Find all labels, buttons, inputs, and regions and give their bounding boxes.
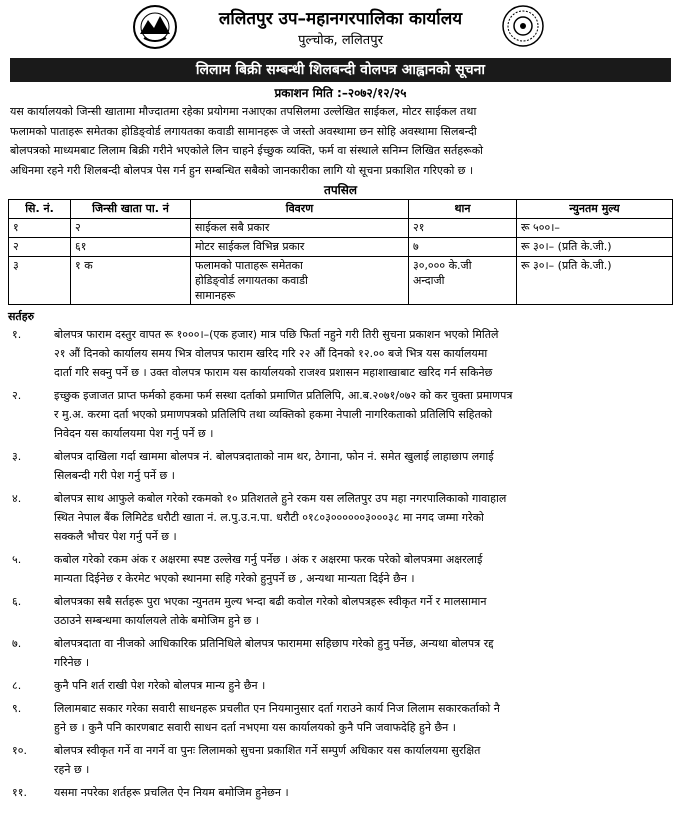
cell-min-price: रू ५००।– bbox=[517, 219, 673, 238]
cell-ledger-page: ६१ bbox=[71, 238, 191, 257]
term-line: २१ औं दिनको कार्यालय समय भित्र वोलपत्र फाराम खरिद गरि २२ औं दिनको १२.०० बजे भित्र यस कार्यालयमा bbox=[54, 347, 488, 360]
term-item bbox=[8, 592, 673, 630]
term-line: निवेदन यस कार्यालयमा पेश गर्नु पर्ने छ । bbox=[54, 427, 214, 440]
cell-quantity: २१ bbox=[409, 219, 517, 238]
publication-date: प्रकाशन मिति :–२०७२/१२/२५ bbox=[274, 86, 407, 100]
term-line: यसमा नपरेका शर्तहरू प्रचलित ऐन नियम बमोजिम हुनेछन । bbox=[54, 786, 289, 799]
term-line: सक्कलै भौचर पेश गर्नु पर्ने छ । bbox=[54, 530, 177, 543]
cell-sn: ३ bbox=[9, 257, 71, 305]
cell-sn: २ bbox=[9, 238, 71, 257]
term-line: बोलपत्रदाता वा नीजको आधिकारिक प्रतिनिधिले बोलपत्र फाराममा सहिछाप गरेको हुनु पर्नेछ, अन्यथा बोलपत्र रद्द bbox=[54, 637, 494, 650]
cell-ledger-page: १ क bbox=[71, 257, 191, 305]
intro-line: फलामको पाताहरू समेतका होडिङ्वोर्ड लगायतका कवाडी सामानहरू जे जस्तो अवस्थामा छन सोहि अवस्थामा सिलबन्दी bbox=[10, 124, 477, 138]
term-item bbox=[8, 699, 673, 737]
term-item bbox=[8, 447, 673, 485]
term-item bbox=[8, 489, 673, 546]
term-line: बोलपत्र साथ आफुले कबोल गरेको रकमको १० प्रतिशतले हुने रकम यस ललितपुर उप महा नगरपालिकाको गावाहाल bbox=[54, 492, 507, 505]
term-text bbox=[54, 550, 673, 588]
term-line: हुने छ । कुनै पनि कारणबाट सवारी साधन दर्ता नभएमा यस कार्यालयको कुनै पनि जवाफदेहि हुने छैन । bbox=[54, 721, 456, 734]
terms-list bbox=[8, 325, 673, 802]
term-number: ११. bbox=[12, 786, 27, 799]
description-line: सामानहरू bbox=[195, 289, 236, 302]
term-number: ७. bbox=[12, 637, 22, 650]
term-line: दार्ता गरि सक्नु पर्ने छ । उक्त वोलपत्र फाराम यस कार्यालयको राजश्व प्रशासन महाशाखाबाट खरिद गर्न सकिनेछ bbox=[54, 366, 493, 379]
municipality-seal-icon bbox=[501, 4, 545, 48]
org-address: पुल्चोक, ललितपुर bbox=[298, 33, 383, 48]
schedule-label: तपसिल bbox=[323, 183, 357, 197]
cell-description bbox=[191, 257, 409, 305]
org-name: ललितपुर उप–महानगरपालिका कार्यालय bbox=[218, 9, 463, 29]
term-text bbox=[54, 592, 673, 630]
term-text bbox=[54, 447, 673, 485]
term-number: १०. bbox=[12, 744, 27, 757]
cell-min-price: रू ३०।– (प्रति के.जी.) bbox=[517, 238, 673, 257]
terms-heading: सर्तहरु bbox=[8, 310, 35, 323]
term-text bbox=[54, 741, 673, 779]
term-item bbox=[8, 676, 673, 695]
term-number: ९. bbox=[12, 702, 22, 715]
term-item bbox=[8, 783, 673, 802]
table-header-row bbox=[9, 200, 673, 219]
term-line: इच्छुक इजाजत प्राप्त फर्मको हकमा फर्म सस्था दर्ताको प्रमाणित प्रतिलिपि, आ.ब.२०७१/०७२ को कर चुक्ता प्रमाणपत्र bbox=[54, 389, 513, 402]
col-header-quantity: थान bbox=[409, 200, 517, 219]
term-text bbox=[54, 783, 673, 802]
term-number: २. bbox=[12, 389, 22, 402]
col-header-description: विवरण bbox=[191, 200, 409, 219]
term-text bbox=[54, 676, 673, 695]
term-text bbox=[54, 325, 673, 382]
cell-ledger-page: २ bbox=[71, 219, 191, 238]
term-line: बोलपत्र फाराम दस्तुर वापत रू १०००।–(एक हजार) मात्र पछि फिर्ता नहुने गरी तिरी सुचना प्रकाशन भएको मितिले bbox=[54, 328, 499, 341]
term-number: ३. bbox=[12, 450, 22, 463]
term-line: मान्यता दिईनेछ र केरमेट भएको स्थानमा सहि गरेको हुनुपर्ने छ , अन्यथा मान्यता दिईने छैन । bbox=[54, 572, 415, 585]
term-line: गरिनेछ । bbox=[54, 656, 90, 669]
intro-paragraph bbox=[10, 102, 671, 180]
term-number: १. bbox=[12, 328, 22, 341]
cell-description: मोटर साईकल विभिन्न प्रकार bbox=[191, 238, 409, 257]
quantity-line: ३०,००० के.जी bbox=[413, 259, 472, 272]
term-number: ६. bbox=[12, 595, 22, 608]
term-line: बोलपत्र स्वीकृत गर्ने वा नगर्ने वा पुनः लिलामको सुचना प्रकाशित गर्ने सम्पुर्ण अधिकार यस कार्यालयमा सुरक्षित bbox=[54, 744, 481, 757]
term-text bbox=[54, 634, 673, 672]
cell-sn: १ bbox=[9, 219, 71, 238]
term-number: ४. bbox=[12, 492, 22, 505]
term-line: स्थित नेपाल बैंक लिमिटेड धरौटी खाता नं. ल.पु.उ.न.पा. धरौटी ०१८०३००००००३०००३८ मा नगद जम्मा गरेको bbox=[54, 511, 484, 524]
term-line: कबोल गरेको रकम अंक र अक्षरमा स्पष्ट उल्लेख गर्नु पर्नेछ । अंक र अक्षरमा फरक परेको बोलपत्रमा अक्षरलाई bbox=[54, 553, 483, 566]
table-row bbox=[9, 219, 673, 238]
term-line: कुनै पनि शर्त राखी पेश गरेको बोलपत्र मान्य हुने छैन । bbox=[54, 679, 266, 692]
col-header-ledger-page: जिन्सी खाता पा. नं bbox=[71, 200, 191, 219]
col-header-min-price: न्युनतम मुल्य bbox=[517, 200, 673, 219]
term-line: उठाउने सम्बन्धमा कार्यालयले तोके बमोजिम हुने छ । bbox=[54, 614, 259, 627]
table-row bbox=[9, 238, 673, 257]
term-text bbox=[54, 386, 673, 443]
term-item bbox=[8, 634, 673, 672]
table-row bbox=[9, 257, 673, 305]
term-line: बोलपत्र दाखिला गर्दा खाममा बोलपत्र नं. बोलपत्रदाताको नाम थर, ठेगाना, फोन नं. समेत खुलाई लाहाछाप लगाई bbox=[54, 450, 494, 463]
term-item bbox=[8, 325, 673, 382]
intro-line: यस कार्यालयको जिन्सी खातामा मौज्दातमा रहेका प्रयोगमा नआएका तपसिलमा उल्लेखित साईकल, मोटर साईकल तथा bbox=[10, 105, 477, 118]
cell-quantity: ७ bbox=[409, 238, 517, 257]
term-number: ८. bbox=[12, 679, 22, 692]
col-header-sn: सि. नं. bbox=[9, 200, 71, 219]
term-item bbox=[8, 550, 673, 588]
cell-min-price: रू ३०।– (प्रति के.जी.) bbox=[517, 257, 673, 305]
term-number: ५. bbox=[12, 553, 22, 566]
description-line: फलामको पाताहरू समेतका bbox=[195, 259, 303, 272]
notice-header bbox=[8, 0, 673, 58]
quantity-line: अन्दाजी bbox=[413, 274, 445, 287]
term-line: लिलामबाट सकार गरेका सवारी साधनहरू प्रचलीत एन नियमानुसार दर्ता गराउने कार्य निज लिलाम सकारकर्ताको नै bbox=[54, 702, 500, 715]
cell-description: साईकल सबै प्रकार bbox=[191, 219, 409, 238]
term-line: बोलपत्रका सबै सर्तहरू पुरा भएका न्युनतम मुल्य भन्दा बढी कवोल गरेको बोलपत्रहरू स्वीकृत गर्ने र मालसामान bbox=[54, 595, 487, 608]
notice-title: लिलाम बिक्री सम्बन्धी शिलबन्दी वोलपत्र आह्वानको सूचना bbox=[10, 58, 671, 82]
term-text bbox=[54, 489, 673, 546]
term-item bbox=[8, 741, 673, 779]
intro-line: बोलपत्रको माध्यमबाट लिलाम बिक्री गरीने भएकोले लिन चाहने ईच्छुक व्यक्ति, फर्म वा संस्थाले सनिम्न लिखित सर्तहरूको bbox=[10, 144, 484, 157]
cell-quantity bbox=[409, 257, 517, 305]
term-line: रहने छ । bbox=[54, 763, 90, 776]
intro-line: अधिनमा रहने गरी शिलबन्दी बोलपत्र पेस गर्न हुन सम्बन्धित सबैको जानकारीका लागि यो सूचना प्रकाशित गरिएको छ । bbox=[10, 163, 474, 177]
items-table bbox=[8, 199, 673, 305]
term-text bbox=[54, 699, 673, 737]
term-item bbox=[8, 386, 673, 443]
term-line: सिलबन्दी गरी पेश गर्नु पर्ने छ । bbox=[54, 469, 175, 482]
description-line: होडिङ्वोर्ड लगायतका कवाडी bbox=[195, 274, 308, 287]
term-line: र मु.अ. करमा दर्ता भएको प्रमाणपत्रको प्रतिलिपि तथा व्यक्तिको हकमा नेपाली नागरिकताको प्रतिलिपि सहितको bbox=[54, 408, 493, 421]
